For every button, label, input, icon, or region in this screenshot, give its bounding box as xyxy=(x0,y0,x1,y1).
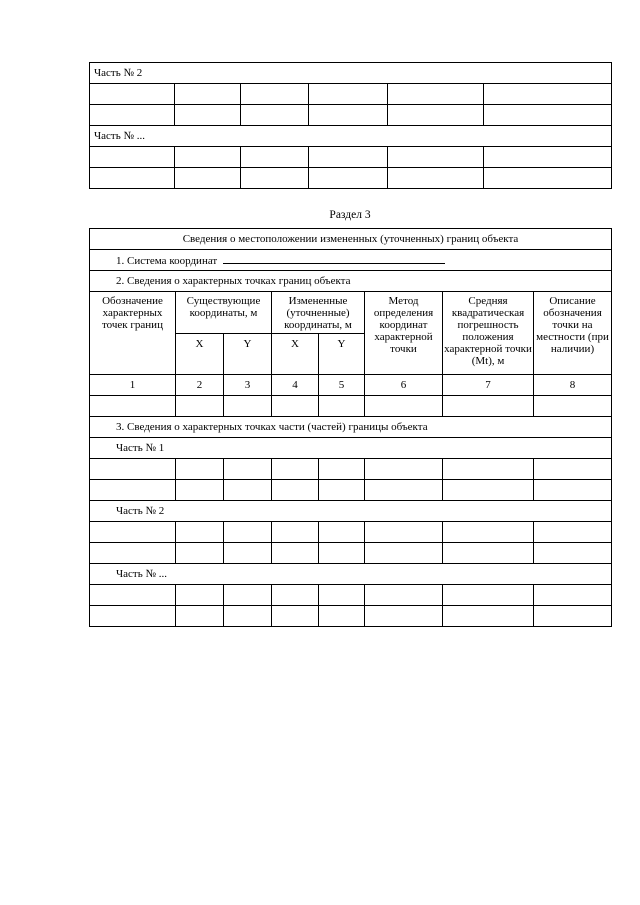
column-number-row xyxy=(90,375,612,396)
table-cell xyxy=(365,585,443,606)
table-cell xyxy=(484,84,612,105)
table-cell xyxy=(241,168,309,189)
table-cell xyxy=(319,606,365,627)
table-cell xyxy=(309,168,388,189)
part-1-label: Часть № 1 xyxy=(90,438,612,459)
char-points-row xyxy=(90,271,612,292)
table-row xyxy=(90,168,612,189)
table-cell xyxy=(365,543,443,564)
table-cell xyxy=(309,105,388,126)
col-changed-x: X xyxy=(272,334,319,375)
table-cell xyxy=(534,522,612,543)
table-cell xyxy=(224,396,272,417)
part-n-header-row xyxy=(90,564,612,585)
col-method-header: Метод определения координат характерной точки xyxy=(365,292,443,375)
part-2-header-row xyxy=(90,501,612,522)
table-cell xyxy=(484,147,612,168)
col-number: 7 xyxy=(443,375,534,396)
table-cell xyxy=(272,585,319,606)
part-2-header-row xyxy=(90,63,612,84)
table-row xyxy=(90,585,612,606)
table-cell xyxy=(365,522,443,543)
table-cell xyxy=(90,606,176,627)
part-1-header-row xyxy=(90,438,612,459)
table-cell xyxy=(224,543,272,564)
section-3-table xyxy=(89,228,612,627)
table-row xyxy=(90,84,612,105)
table-cell xyxy=(224,459,272,480)
coord-system-cell xyxy=(90,250,612,271)
table-cell xyxy=(90,147,175,168)
col-number: 5 xyxy=(319,375,365,396)
col-number: 4 xyxy=(272,375,319,396)
table-cell xyxy=(319,543,365,564)
coord-system-label: 1. Система координат xyxy=(116,255,218,267)
table-cell xyxy=(443,585,534,606)
parts-info-row xyxy=(90,417,612,438)
table-cell xyxy=(241,147,309,168)
col-designation-header: Обозначение характерных точек границ xyxy=(90,292,176,375)
table-cell xyxy=(272,606,319,627)
table-cell xyxy=(90,396,176,417)
table-cell xyxy=(319,522,365,543)
table-cell xyxy=(90,585,176,606)
col-existing-y: Y xyxy=(224,334,272,375)
table-cell xyxy=(176,543,224,564)
table-cell xyxy=(484,105,612,126)
table-cell xyxy=(272,543,319,564)
table-cell xyxy=(534,585,612,606)
table-cell xyxy=(241,84,309,105)
col-number: 8 xyxy=(534,375,612,396)
table-cell xyxy=(319,459,365,480)
table-cell xyxy=(224,585,272,606)
table-cell xyxy=(90,480,176,501)
col-existing-header: Существующие координаты, м xyxy=(176,292,272,334)
section-title: Раздел 3 xyxy=(329,209,371,221)
part-n-label: Часть № ... xyxy=(90,126,612,147)
char-points-label: 2. Сведения о характерных точках границ объекта xyxy=(90,271,612,292)
table-cell xyxy=(388,105,484,126)
table-cell xyxy=(319,480,365,501)
table-cell xyxy=(90,84,175,105)
table-cell xyxy=(443,480,534,501)
table-cell xyxy=(272,480,319,501)
column-header-row xyxy=(90,292,612,334)
table-cell xyxy=(90,105,175,126)
table-cell xyxy=(224,480,272,501)
table-cell xyxy=(90,168,175,189)
table-cell xyxy=(319,396,365,417)
table-cell xyxy=(388,168,484,189)
table-row xyxy=(90,459,612,480)
col-number: 2 xyxy=(176,375,224,396)
table-cell xyxy=(175,84,241,105)
table-cell xyxy=(272,396,319,417)
part-n-label: Часть № ... xyxy=(90,564,612,585)
table-cell xyxy=(176,459,224,480)
col-existing-x: X xyxy=(176,334,224,375)
table-cell xyxy=(176,606,224,627)
table-cell xyxy=(443,396,534,417)
col-changed-y: Y xyxy=(319,334,365,375)
table-cell xyxy=(484,168,612,189)
col-number: 3 xyxy=(224,375,272,396)
table-cell xyxy=(90,459,176,480)
col-changed-header: Измененные (уточненные) координаты, м xyxy=(272,292,365,334)
section-header: Сведения о местоположении измененных (уточненных) границ объекта xyxy=(90,229,612,250)
table-cell xyxy=(388,84,484,105)
table-cell xyxy=(365,480,443,501)
table-cell xyxy=(443,606,534,627)
table-cell xyxy=(534,606,612,627)
table-cell xyxy=(309,84,388,105)
table-cell xyxy=(241,105,309,126)
table-cell xyxy=(309,147,388,168)
table-cell xyxy=(272,522,319,543)
table-cell xyxy=(443,459,534,480)
table-cell xyxy=(176,480,224,501)
table-cell xyxy=(534,543,612,564)
table-row xyxy=(90,105,612,126)
table-cell xyxy=(176,522,224,543)
table-cell xyxy=(534,459,612,480)
table-cell xyxy=(365,606,443,627)
table-cell xyxy=(224,522,272,543)
col-description-header: Описание обозначения точки на местности (при наличии) xyxy=(534,292,612,375)
col-number: 1 xyxy=(90,375,176,396)
coord-system-row xyxy=(90,250,612,271)
section-header-row xyxy=(90,229,612,250)
table-cell xyxy=(443,522,534,543)
table-cell xyxy=(443,543,534,564)
table-row xyxy=(90,543,612,564)
table-row xyxy=(90,522,612,543)
table-cell xyxy=(272,459,319,480)
part-2-label: Часть № 2 xyxy=(90,63,612,84)
table-cell xyxy=(175,147,241,168)
table-cell xyxy=(175,168,241,189)
table-cell xyxy=(534,396,612,417)
parts-table-top xyxy=(89,62,612,189)
table-cell xyxy=(90,522,176,543)
part-n-header-row xyxy=(90,126,612,147)
table-row xyxy=(90,396,612,417)
table-row xyxy=(90,480,612,501)
table-cell xyxy=(224,606,272,627)
table-row xyxy=(90,147,612,168)
parts-info-label: 3. Сведения о характерных точках части (частей) границы объекта xyxy=(90,417,612,438)
table-cell xyxy=(365,396,443,417)
table-cell xyxy=(388,147,484,168)
table-cell xyxy=(176,585,224,606)
table-cell xyxy=(319,585,365,606)
col-error-header: Средняя квадратическая погрешность положения характерной точки (Mt), м xyxy=(443,292,534,375)
col-number: 6 xyxy=(365,375,443,396)
table-row xyxy=(90,606,612,627)
part-2-label: Часть № 2 xyxy=(90,501,612,522)
table-cell xyxy=(534,480,612,501)
table-cell xyxy=(175,105,241,126)
table-cell xyxy=(90,543,176,564)
table-cell xyxy=(176,396,224,417)
table-cell xyxy=(365,459,443,480)
coord-system-input-line[interactable] xyxy=(223,253,445,264)
